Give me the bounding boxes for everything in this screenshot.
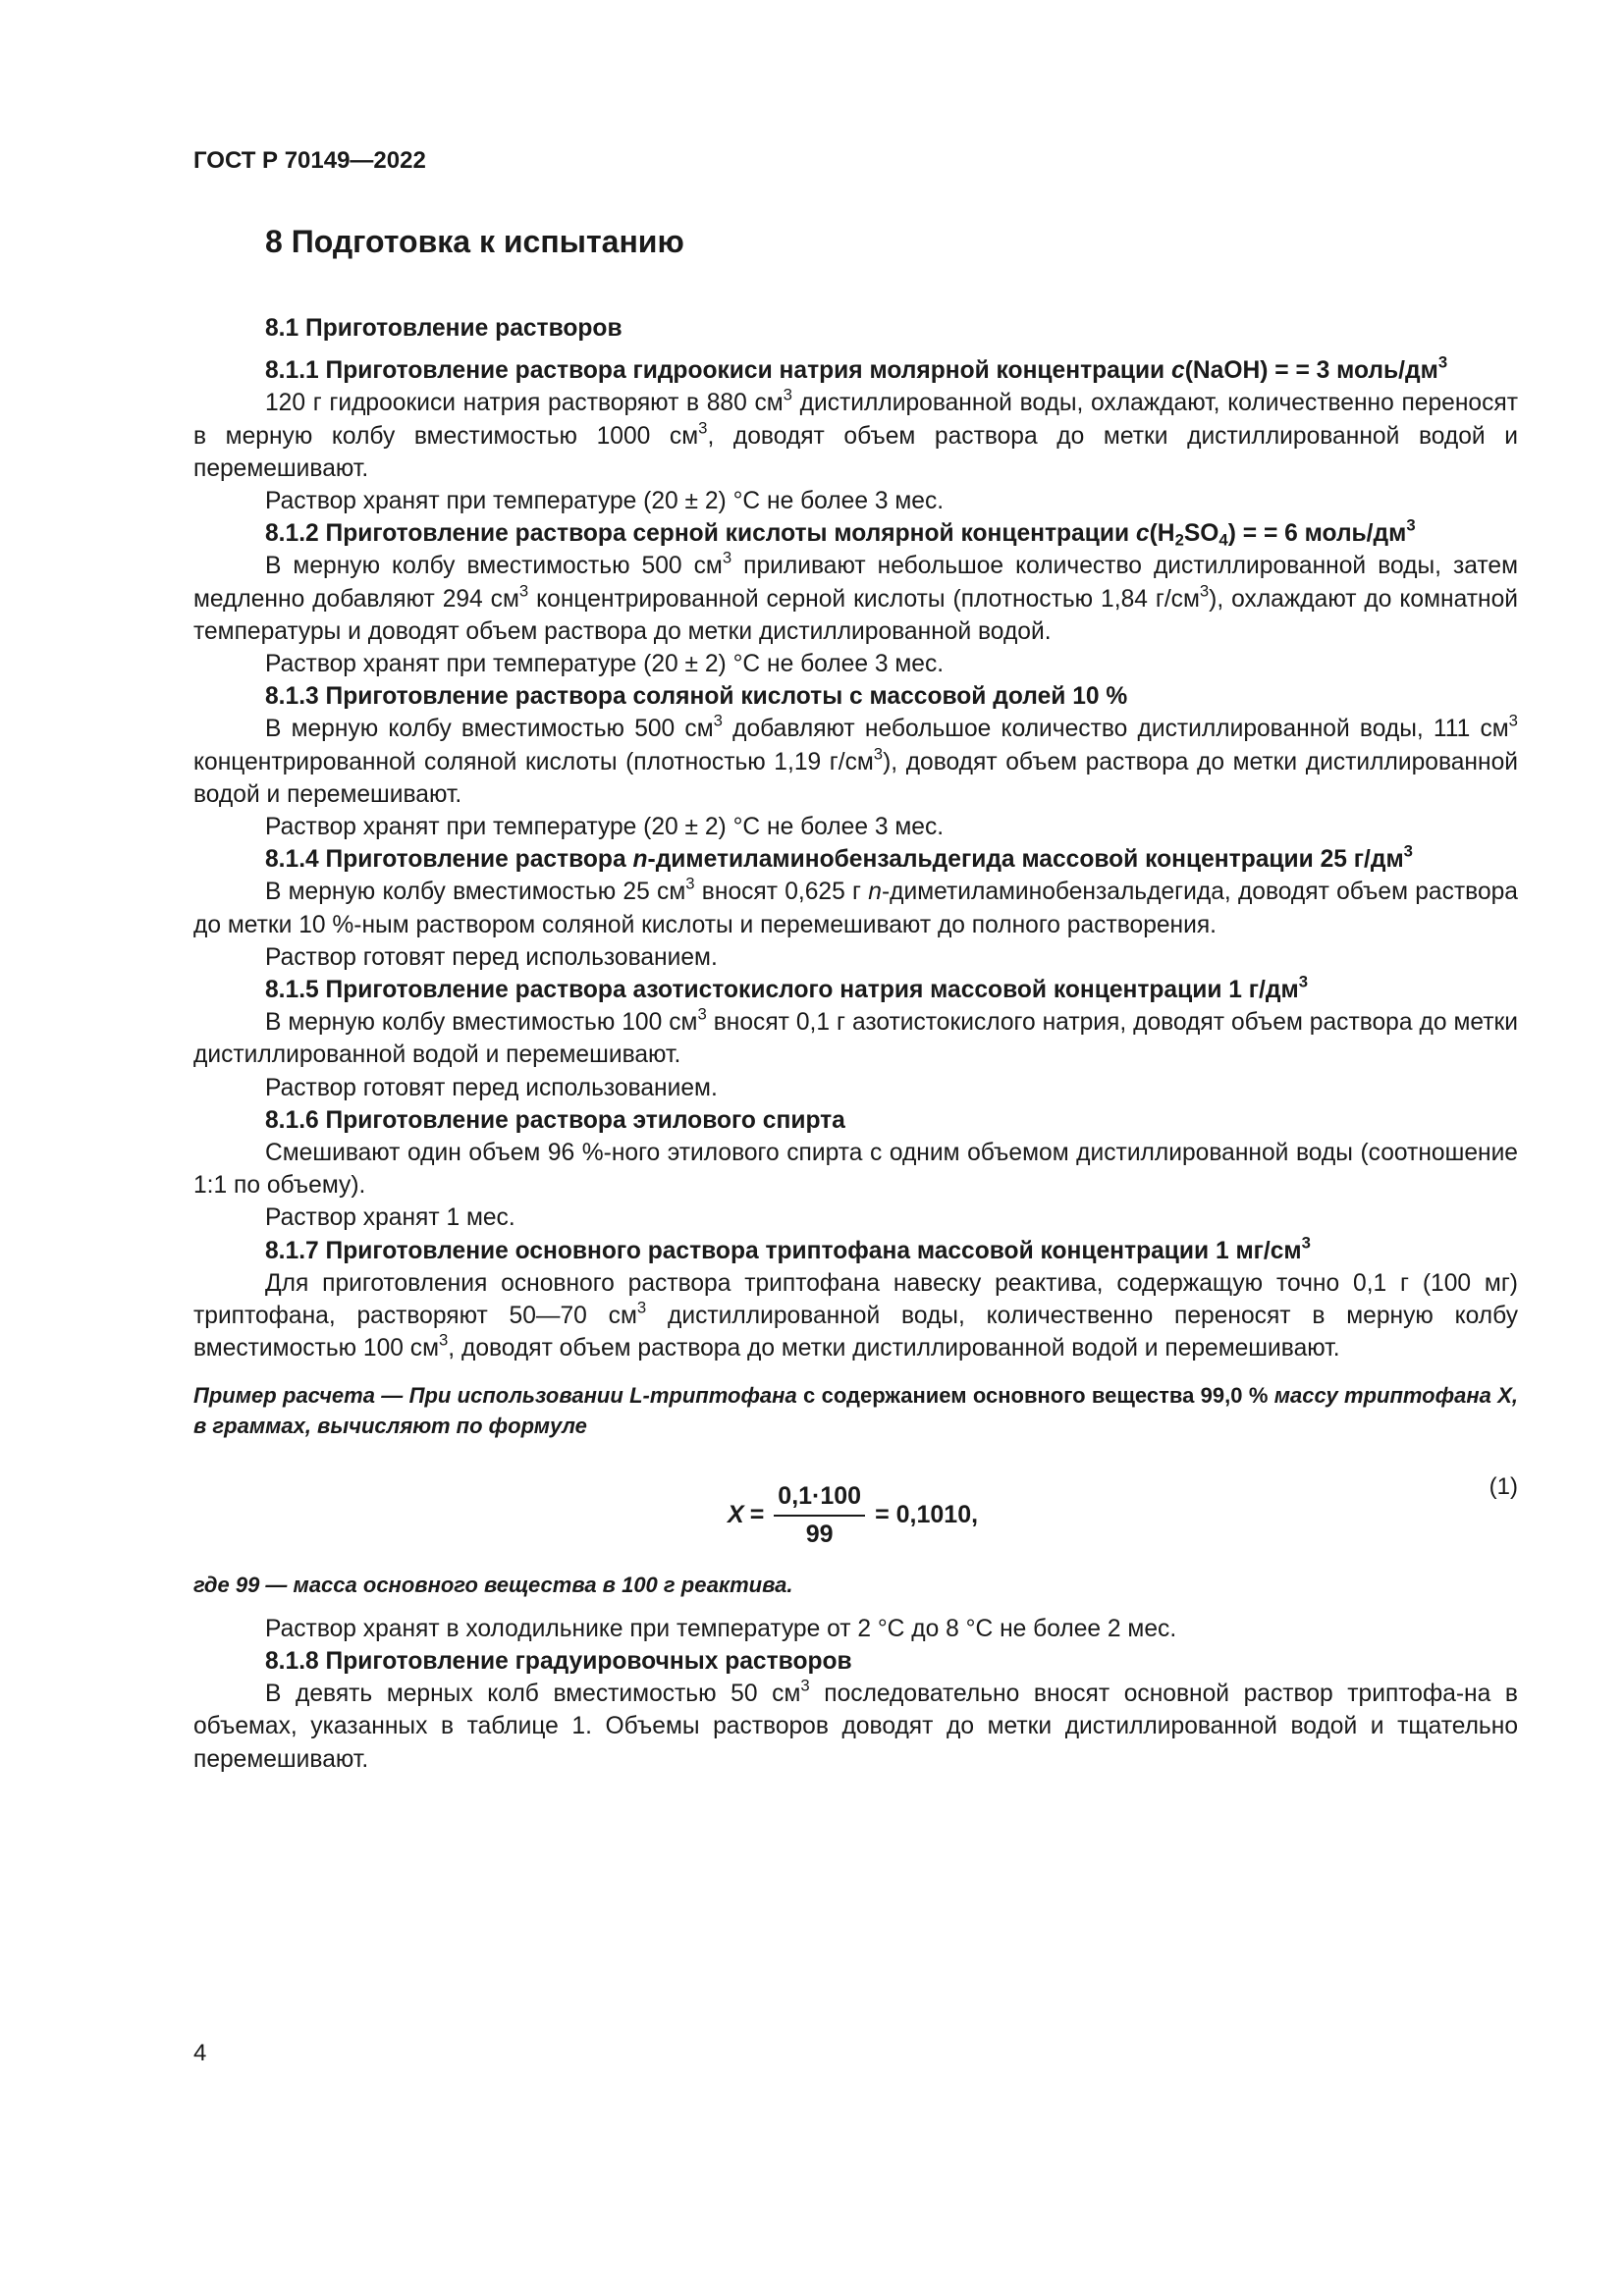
subsection-8-1-4-heading: 8.1.4 Приготовление раствора n-диметиламинобензальдегида массовой концентрации 25 $г/дм^3$ (265, 841, 1413, 874)
paragraph-8-1-7-storage: Раствор хранят в холодильнике при температуре от 2 °С до 8 °С не более 2 мес. (265, 1615, 1177, 1642)
page-number: 4 (193, 2040, 207, 2066)
paragraph-8-1-2-procedure: В мерную колбу вместимостью 500 $см^3$ приливают небольшое количество дистиллированной воды, затем медленно добавляют 294 $см^3$ концентрированной серной кислоты (плотностью 1,84 $г/см^3$), охлаждают до комнатной температуры и доводят объем раствора до метки дистиллированной водой. (193, 549, 1519, 645)
formula-expression (728, 1480, 978, 1551)
subsection-8-1-5-heading: 8.1.5 Приготовление раствора азотистокислого натрия массовой концентрации 1 $г/дм^3$ (265, 972, 1308, 1004)
paragraph-8-1-1-procedure: 120 г гидроокиси натрия растворяют в 880 $см^3$ дистиллированной воды, охлаждают, количественно переносят в мерную колбу вместимостью 1000 $см^3$, доводят объем раствора до метки дистиллированной водой и перемешивают. (193, 386, 1518, 482)
calculation-example: Пример расчета — При использовании L-триптофана с содержанием основного вещества 99,0 % массу триптофана X, в граммах, вычисляют по формуле (193, 1382, 1518, 1438)
subsection-8-1-1-heading: 8.1.1 Приготовление раствора гидроокиси натрия молярной концентрации c(NaOH) = = 3 моль/$дм^3$ (265, 352, 1448, 385)
formula-variable: X (728, 1501, 744, 1529)
paragraph-8-1-3-storage: Раствор хранят при температуре (20 ± 2) °С не более 3 мес. (265, 814, 945, 841)
subsection-8-1-heading: 8.1 Приготовление растворов (265, 315, 623, 342)
subsection-8-1-6-heading: 8.1.6 Приготовление раствора этилового спирта (265, 1106, 845, 1134)
formula-numerator: 0,1·100 (774, 1480, 865, 1517)
formula-result: = 0,1010, (875, 1501, 979, 1529)
paragraph-8-1-2-storage: Раствор хранят при температуре (20 ± 2) °С не более 3 мес. (265, 651, 945, 678)
subsection-8-1-3-heading: 8.1.3 Приготовление раствора соляной кислоты с массовой долей 10 % (265, 683, 1128, 711)
paragraph-8-1-6-procedure: Смешивают один объем 96 %-ного этилового спирта с одним объемом дистиллированной воды (соотношение 1:1 по объему). (193, 1140, 1518, 1200)
subsection-8-1-8-heading: 8.1.8 Приготовление градуировочных растворов (265, 1647, 852, 1675)
paragraph-8-1-4-procedure: В мерную колбу вместимостью 25 $см^3$ вносят 0,625 г n-диметиламинобензальдегида, доводят объем раствора до метки 10 %-ным раствором соляной кислоты и перемешивают до полного растворения. (193, 875, 1518, 938)
document-code-header: ГОСТ Р 70149—2022 (193, 147, 426, 174)
paragraph-8-1-6-storage: Раствор хранят 1 мес. (265, 1204, 515, 1232)
paragraph-8-1-1-storage: Раствор хранят при температуре (20 ± 2) °С не более 3 мес. (265, 488, 945, 515)
paragraph-8-1-5-procedure: В мерную колбу вместимостью 100 $см^3$ вносят 0,1 г азотистокислого натрия, доводят объем раствора до метки дистиллированной водой и перемешивают. (193, 1004, 1519, 1069)
paragraph-8-1-7-procedure: Для приготовления основного раствора триптофана навеску реактива, содержащую точно 0,1 г (100 мг) триптофана, растворяют 50—70 $см^3$ дистиллированной воды, количественно переносят в мерную колбу вместимостью 100 $см^3$, доводят объем раствора до метки дистиллированной водой и перемешивают. (193, 1269, 1518, 1362)
paragraph-8-1-8-procedure: В девять мерных колб вместимостью 50 $см^3$ последовательно вносят основной раствор триптофа-на в объемах, указанных в таблице 1. Объемы растворов доводят до метки дистиллированной водой и тщательно перемешивают. (193, 1676, 1518, 1773)
formula-fraction (774, 1480, 865, 1551)
subsection-8-1-7-heading: 8.1.7 Приготовление основного раствора триптофана массовой концентрации 1 $мг/см^3$ (265, 1233, 1311, 1264)
formula-1 (193, 1447, 1518, 1557)
paragraph-8-1-4-storage: Раствор готовят перед использованием. (265, 943, 718, 971)
formula-explanation: где 99 — масса основного вещества в 100 г реактива. (193, 1572, 793, 1597)
subsection-8-1-2-heading: 8.1.2 Приготовление раствора серной кислоты молярной концентрации $c(H_2SO_4)$ = = 6 моль/$дм^3$ (265, 515, 1416, 550)
section-title: 8 Подготовка к испытанию (265, 224, 684, 259)
paragraph-8-1-5-storage: Раствор готовят перед использованием. (265, 1074, 718, 1101)
formula-equals: = (749, 1501, 765, 1529)
document-body (193, 312, 1518, 1776)
formula-number: (1) (1489, 1472, 1518, 1500)
formula-denominator: 99 (805, 1520, 834, 1548)
paragraph-8-1-3-procedure: В мерную колбу вместимостью 500 $см^3$ добавляют небольшое количество дистиллированной воды, 111 $см^3$ концентрированной соляной кислоты (плотностью 1,19 $г/см^3$), доводят объем раствора до метки дистиллированной водой и перемешивают. (193, 712, 1518, 808)
